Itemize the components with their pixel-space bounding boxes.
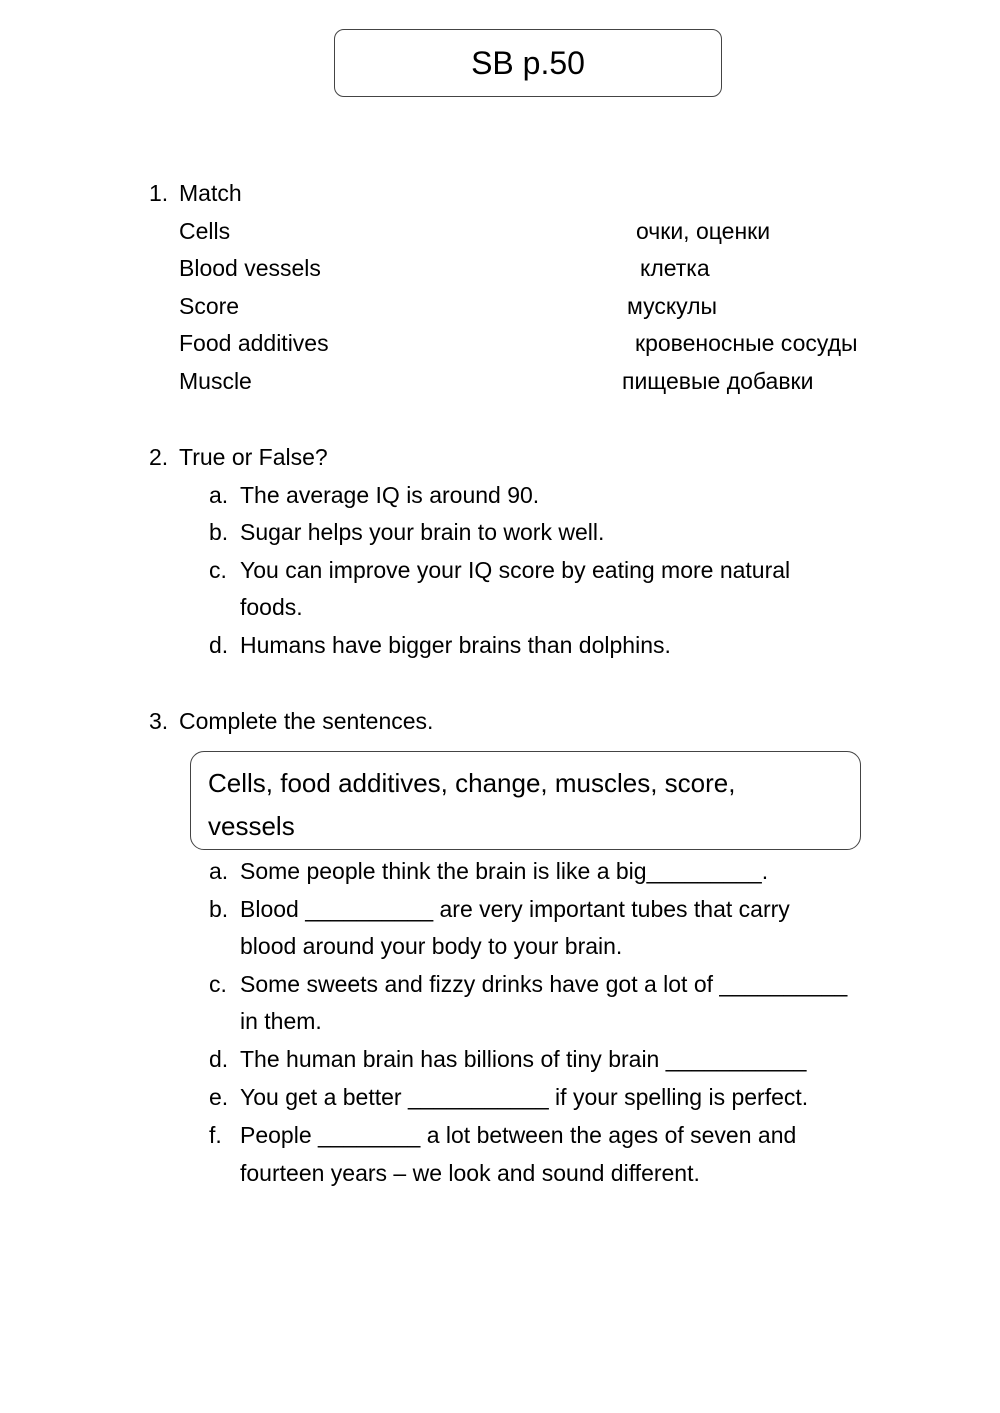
match-russian-item: клетка	[640, 255, 710, 281]
true-false-statement: The average IQ is around 90.	[240, 482, 540, 508]
gap-fill-sentence-continued: in them.	[240, 1008, 322, 1034]
gap-fill-sentence: Blood __________ are very important tubes that carry	[240, 896, 790, 922]
word-bank-line: vessels	[208, 811, 295, 841]
gap-fill-sentence: The human brain has billions of tiny brain ___________	[240, 1046, 807, 1072]
section2-heading: True or False?	[179, 444, 328, 470]
item-letter: c.	[209, 557, 227, 583]
match-russian-item: очки, оценки	[636, 218, 771, 244]
match-russian-item: пищевые добавки	[622, 368, 814, 394]
true-false-statement-continued: foods.	[240, 594, 303, 620]
item-letter: d.	[209, 1046, 229, 1072]
page-title: SB p.50	[334, 29, 722, 97]
section3-heading: Complete the sentences.	[179, 708, 434, 734]
gap-fill-sentence-continued: blood around your body to your brain.	[240, 933, 623, 959]
section1-heading: Match	[179, 180, 242, 206]
item-letter: c.	[209, 971, 227, 997]
gap-fill-sentence-continued: fourteen years – we look and sound different.	[240, 1160, 700, 1186]
match-english-item: Score	[179, 293, 240, 319]
gap-fill-sentence: Some sweets and fizzy drinks have got a lot of __________	[240, 971, 848, 997]
match-english-item: Cells	[179, 218, 231, 244]
match-russian-item: кровеносные сосуды	[635, 330, 858, 356]
match-english-item: Muscle	[179, 368, 252, 394]
true-false-statement: You can improve your IQ score by eating more natural	[240, 557, 791, 583]
item-letter: b.	[209, 896, 229, 922]
match-english-item: Food additives	[179, 330, 329, 356]
section3-number: 3.	[149, 708, 169, 734]
word-bank	[190, 751, 861, 850]
item-letter: d.	[209, 632, 229, 658]
gap-fill-sentence: You get a better ___________ if your spelling is perfect.	[240, 1084, 809, 1110]
item-letter: e.	[209, 1084, 229, 1110]
true-false-statement: Humans have bigger brains than dolphins.	[240, 632, 671, 658]
section2-number: 2.	[149, 444, 169, 470]
item-letter: a.	[209, 858, 229, 884]
match-russian-item: мускулы	[627, 293, 718, 319]
gap-fill-sentence: Some people think the brain is like a big_________.	[240, 858, 769, 884]
item-letter: f.	[209, 1122, 222, 1148]
gap-fill-sentence: People ________ a lot between the ages of seven and	[240, 1122, 797, 1148]
section1-number: 1.	[149, 180, 169, 206]
item-letter: a.	[209, 482, 229, 508]
word-bank-line: Cells, food additives, change, muscles, score,	[208, 768, 736, 798]
match-english-item: Blood vessels	[179, 255, 321, 281]
true-false-statement: Sugar helps your brain to work well.	[240, 519, 605, 545]
item-letter: b.	[209, 519, 229, 545]
